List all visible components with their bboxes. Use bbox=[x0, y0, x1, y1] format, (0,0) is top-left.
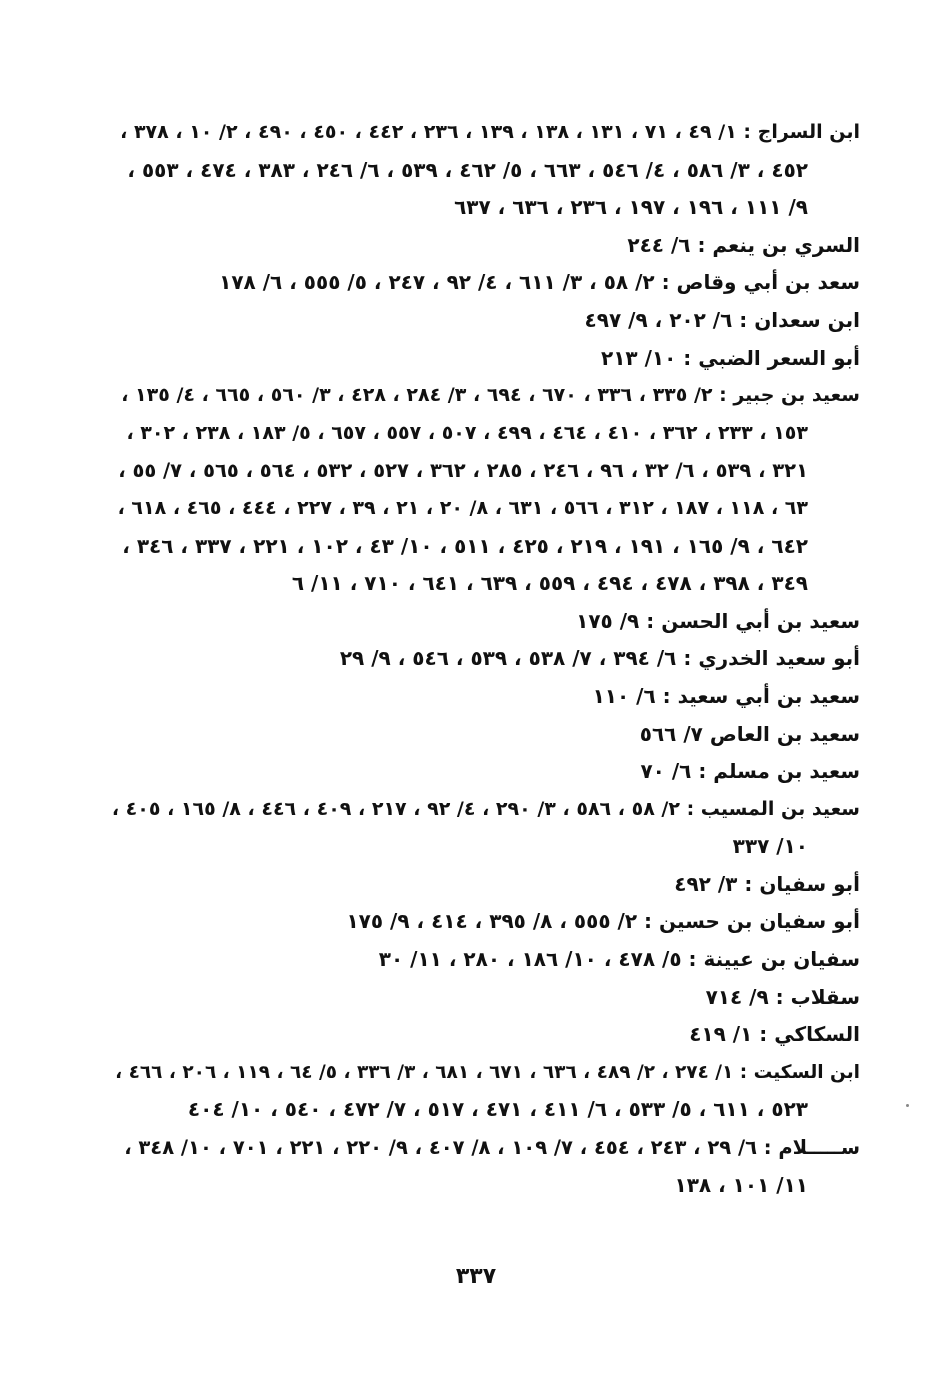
index-entry-continuation: ٦٣ ، ١١٨ ، ١٨٧ ، ٣١٢ ، ٥٦٦ ، ٦٣١ ، ٨/ ٢٠ ، ٢١ ، ٣٩ ، ٢٢٧ ، ٤٤٤ ، ٤٦٥ ، ٦١٨ ، bbox=[117, 496, 808, 519]
index-entry: أبو السعر الضبي : ١٠/ ٢١٣ bbox=[601, 345, 860, 370]
index-entry: سعيد بن جبير : ٢/ ٣٣٥ ، ٣٣٦ ، ٦٧٠ ، ٦٩٤ ، ٣/ ٢٨٤ ، ٤٢٨ ، ٣/ ٥٦٠ ، ٦٦٥ ، ٤/ ١٣٥ ، bbox=[121, 384, 860, 407]
scan-speck bbox=[906, 1104, 909, 1107]
page-number: ٣٣٧ bbox=[455, 1264, 497, 1289]
index-entry: أبو سعيد الخدري : ٦/ ٣٩٤ ، ٧/ ٥٣٨ ، ٥٣٩ ، ٥٤٦ ، ٩/ ٢٩ bbox=[339, 646, 860, 671]
index-entry: سعيد بن أبي سعيد : ٦/ ١١٠ bbox=[592, 683, 860, 708]
index-entry-continuation: ١٥٣ ، ٢٣٣ ، ٣٦٢ ، ٤١٠ ، ٤٦٤ ، ٤٩٩ ، ٥٠٧ ، ٥٥٧ ، ٦٥٧ ، ٥/ ١٨٣ ، ٢٣٨ ، ٣٠٢ ، bbox=[126, 421, 808, 444]
index-entry: سعيد بن المسيب : ٢/ ٥٨ ، ٥٨٦ ، ٣/ ٢٩٠ ، ٤/ ٩٢ ، ٢١٧ ، ٤٠٩ ، ٤٤٦ ، ٨/ ١٦٥ ، ٤٠٥ ، bbox=[111, 797, 860, 820]
index-entry-continuation: ٩/ ١١١ ، ١٩٦ ، ١٩٧ ، ٢٣٦ ، ٦٣٦ ، ٦٣٧ bbox=[454, 195, 808, 220]
index-entry-continuation: ٣٤٩ ، ٣٩٨ ، ٤٧٨ ، ٤٩٤ ، ٥٥٩ ، ٦٣٩ ، ٦٤١ ، ٧١٠ ، ١١/ ٦ bbox=[291, 571, 808, 596]
index-entry: السري بن ينعم : ٦/ ٢٤٤ bbox=[627, 232, 860, 257]
index-entry: سعيد بن العاص ٧/ ٥٦٦ bbox=[639, 721, 860, 746]
index-entry: أبو سفيان : ٣/ ٤٩٢ bbox=[674, 871, 860, 896]
index-entry: ابن السكيت : ١/ ٢٧٤ ، ٢/ ٤٨٩ ، ٦٣٦ ، ٦٧١ ، ٦٨١ ، ٣/ ٣٣٦ ، ٥/ ٦٤ ، ١١٩ ، ٢٠٦ ، ٤٦٦ ، bbox=[115, 1061, 860, 1083]
index-entry: ابن سعدان : ٦/ ٢٠٢ ، ٩/ ٤٩٧ bbox=[584, 307, 860, 332]
index-entry-continuation: ١١/ ١٠١ ، ١٣٨ bbox=[674, 1172, 808, 1197]
index-entry: أبو سفيان بن حسين : ٢/ ٥٥٥ ، ٨/ ٣٩٥ ، ٤١٤ ، ٩/ ١٧٥ bbox=[346, 909, 860, 934]
index-entry-continuation: ٣٢١ ، ٥٣٩ ، ٦/ ٣٢ ، ٩٦ ، ٢٤٦ ، ٢٨٥ ، ٣٦٢ ، ٥٢٧ ، ٥٣٢ ، ٥٦٤ ، ٥٦٥ ، ٧/ ٥٥ ، bbox=[118, 459, 808, 483]
index-entry-continuation: ٥٢٣ ، ٦١١ ، ٥/ ٥٣٣ ، ٦/ ٤١١ ، ٤٧١ ، ٥١٧ ، ٧/ ٤٧٢ ، ٥٤٠ ، ١٠/ ٤٠٤ bbox=[187, 1097, 808, 1122]
index-entry: سعيد بن أبي الحسن : ٩/ ١٧٥ bbox=[576, 608, 860, 633]
index-entry: سعيد بن مسلم : ٦/ ٧٠ bbox=[640, 759, 860, 784]
index-entry: سعد بن أبي وقاص : ٢/ ٥٨ ، ٣/ ٦١١ ، ٤/ ٩٢ ، ٢٤٧ ، ٥/ ٥٥٥ ، ٦/ ١٧٨ bbox=[219, 270, 860, 295]
index-entry: سقلاب : ٩/ ٧١٤ bbox=[705, 984, 860, 1009]
index-entry-continuation: ٤٥٢ ، ٣/ ٥٨٦ ، ٤/ ٥٤٦ ، ٦٦٣ ، ٥/ ٤٦٢ ، ٥٣٩ ، ٦/ ٢٤٦ ، ٣٨٣ ، ٤٧٤ ، ٥٥٣ ، bbox=[127, 157, 808, 182]
index-entry-continuation: ٦٤٢ ، ٩/ ١٦٥ ، ١٩١ ، ٢١٩ ، ٤٢٥ ، ٥١١ ، ١٠/ ٤٣ ، ١٠٢ ، ٢٢١ ، ٣٣٧ ، ٣٤٦ ، bbox=[122, 533, 808, 558]
index-list bbox=[110, 114, 860, 1204]
index-entry: ســـــلام : ٦/ ٢٩ ، ٢٤٣ ، ٤٥٤ ، ٧/ ١٠٩ ، ٨/ ٤٠٧ ، ٩/ ٢٢٠ ، ٢٢١ ، ٧٠١ ، ١٠/ ٣٤٨ ، bbox=[124, 1136, 860, 1160]
index-entry: السكاكي : ١/ ٤١٩ bbox=[689, 1022, 860, 1047]
index-entry-continuation: ١٠/ ٣٣٧ bbox=[732, 834, 808, 859]
index-entry: ابن السراج : ١/ ٤٩ ، ٧١ ، ١٣١ ، ١٣٨ ، ١٣٩ ، ٢٣٦ ، ٤٤٢ ، ٤٥٠ ، ٤٩٠ ، ٢/ ١٠ ، ٣٧٨ ، bbox=[120, 121, 860, 143]
index-entry: سفيان بن عيينة : ٥/ ٤٧٨ ، ١٠/ ١٨٦ ، ٢٨٠ ، ١١/ ٣٠ bbox=[378, 947, 860, 972]
